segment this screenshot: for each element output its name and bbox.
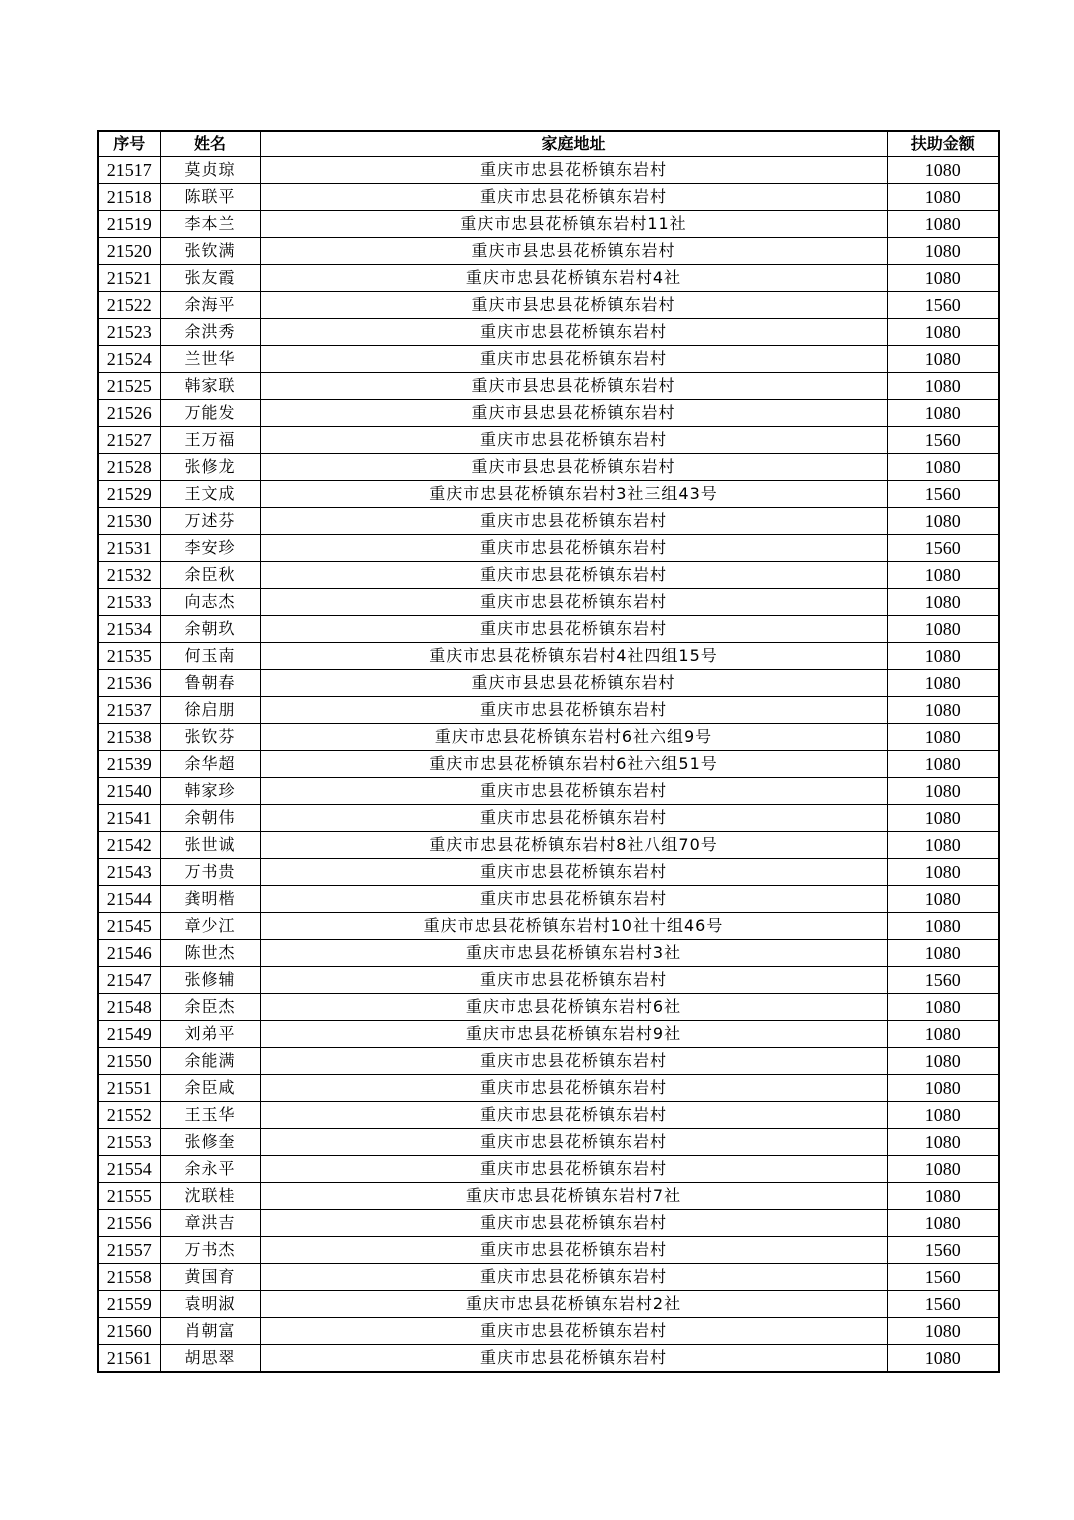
name-cell: 张钦满 bbox=[160, 238, 260, 265]
serial-number-cell: 21520 bbox=[98, 238, 160, 265]
address-cell: 重庆市忠县花桥镇东岩村2社 bbox=[260, 1291, 887, 1318]
table-row bbox=[98, 697, 999, 724]
amount-cell: 1080 bbox=[887, 1075, 999, 1102]
serial-number-cell: 21548 bbox=[98, 994, 160, 1021]
name-cell: 余臣咸 bbox=[160, 1075, 260, 1102]
serial-number-cell: 21560 bbox=[98, 1318, 160, 1345]
table-row bbox=[98, 616, 999, 643]
table-row bbox=[98, 400, 999, 427]
address-cell: 重庆市县忠县花桥镇东岩村 bbox=[260, 670, 887, 697]
name-cell: 陈联平 bbox=[160, 184, 260, 211]
amount-cell: 1560 bbox=[887, 1291, 999, 1318]
table-row bbox=[98, 940, 999, 967]
table-row bbox=[98, 1102, 999, 1129]
address-cell: 重庆市县忠县花桥镇东岩村 bbox=[260, 238, 887, 265]
amount-cell: 1080 bbox=[887, 724, 999, 751]
table-row bbox=[98, 859, 999, 886]
amount-cell: 1080 bbox=[887, 1345, 999, 1373]
subsidy-table bbox=[97, 130, 1000, 1373]
amount-cell: 1080 bbox=[887, 454, 999, 481]
name-cell: 鲁朝春 bbox=[160, 670, 260, 697]
address-cell: 重庆市县忠县花桥镇东岩村 bbox=[260, 292, 887, 319]
amount-cell: 1560 bbox=[887, 1264, 999, 1291]
column-header-address: 家庭地址 bbox=[260, 131, 887, 157]
address-cell: 重庆市忠县花桥镇东岩村 bbox=[260, 1237, 887, 1264]
serial-number-cell: 21557 bbox=[98, 1237, 160, 1264]
serial-number-cell: 21551 bbox=[98, 1075, 160, 1102]
amount-cell: 1560 bbox=[887, 967, 999, 994]
amount-cell: 1080 bbox=[887, 1210, 999, 1237]
name-cell: 余臣秋 bbox=[160, 562, 260, 589]
name-cell: 黄国育 bbox=[160, 1264, 260, 1291]
name-cell: 余能满 bbox=[160, 1048, 260, 1075]
address-cell: 重庆市忠县花桥镇东岩村6社六组9号 bbox=[260, 724, 887, 751]
name-cell: 韩家联 bbox=[160, 373, 260, 400]
amount-cell: 1080 bbox=[887, 346, 999, 373]
address-cell: 重庆市忠县花桥镇东岩村 bbox=[260, 859, 887, 886]
table-row bbox=[98, 751, 999, 778]
table-row bbox=[98, 1291, 999, 1318]
address-cell: 重庆市忠县花桥镇东岩村 bbox=[260, 346, 887, 373]
serial-number-cell: 21554 bbox=[98, 1156, 160, 1183]
column-header-name: 姓名 bbox=[160, 131, 260, 157]
amount-cell: 1080 bbox=[887, 994, 999, 1021]
amount-cell: 1080 bbox=[887, 1156, 999, 1183]
serial-number-cell: 21539 bbox=[98, 751, 160, 778]
serial-number-cell: 21540 bbox=[98, 778, 160, 805]
name-cell: 李安珍 bbox=[160, 535, 260, 562]
table-row bbox=[98, 643, 999, 670]
amount-cell: 1080 bbox=[887, 265, 999, 292]
address-cell: 重庆市忠县花桥镇东岩村 bbox=[260, 1156, 887, 1183]
name-cell: 万书贵 bbox=[160, 859, 260, 886]
table-row bbox=[98, 832, 999, 859]
table-row bbox=[98, 724, 999, 751]
serial-number-cell: 21537 bbox=[98, 697, 160, 724]
address-cell: 重庆市忠县花桥镇东岩村 bbox=[260, 1048, 887, 1075]
table-row bbox=[98, 346, 999, 373]
address-cell: 重庆市县忠县花桥镇东岩村 bbox=[260, 454, 887, 481]
serial-number-cell: 21550 bbox=[98, 1048, 160, 1075]
table-row bbox=[98, 805, 999, 832]
amount-cell: 1080 bbox=[887, 778, 999, 805]
amount-cell: 1080 bbox=[887, 508, 999, 535]
amount-cell: 1080 bbox=[887, 562, 999, 589]
table-row bbox=[98, 211, 999, 238]
serial-number-cell: 21534 bbox=[98, 616, 160, 643]
table-row bbox=[98, 1345, 999, 1373]
address-cell: 重庆市忠县花桥镇东岩村3社 bbox=[260, 940, 887, 967]
name-cell: 徐启朋 bbox=[160, 697, 260, 724]
table-row bbox=[98, 508, 999, 535]
serial-number-cell: 21544 bbox=[98, 886, 160, 913]
name-cell: 余华超 bbox=[160, 751, 260, 778]
name-cell: 刘弟平 bbox=[160, 1021, 260, 1048]
name-cell: 韩家珍 bbox=[160, 778, 260, 805]
name-cell: 万书杰 bbox=[160, 1237, 260, 1264]
address-cell: 重庆市忠县花桥镇东岩村 bbox=[260, 1264, 887, 1291]
address-cell: 重庆市忠县花桥镇东岩村8社八组70号 bbox=[260, 832, 887, 859]
amount-cell: 1560 bbox=[887, 535, 999, 562]
name-cell: 何玉南 bbox=[160, 643, 260, 670]
table-row bbox=[98, 481, 999, 508]
serial-number-cell: 21538 bbox=[98, 724, 160, 751]
amount-cell: 1080 bbox=[887, 238, 999, 265]
address-cell: 重庆市忠县花桥镇东岩村 bbox=[260, 886, 887, 913]
address-cell: 重庆市县忠县花桥镇东岩村 bbox=[260, 400, 887, 427]
serial-number-cell: 21535 bbox=[98, 643, 160, 670]
serial-number-cell: 21517 bbox=[98, 157, 160, 184]
amount-cell: 1080 bbox=[887, 1021, 999, 1048]
column-header-no: 序号 bbox=[98, 131, 160, 157]
name-cell: 王万福 bbox=[160, 427, 260, 454]
serial-number-cell: 21561 bbox=[98, 1345, 160, 1373]
serial-number-cell: 21536 bbox=[98, 670, 160, 697]
table-row bbox=[98, 427, 999, 454]
table-row bbox=[98, 157, 999, 184]
table-row bbox=[98, 1183, 999, 1210]
table-row bbox=[98, 1075, 999, 1102]
address-cell: 重庆市忠县花桥镇东岩村 bbox=[260, 778, 887, 805]
name-cell: 王文成 bbox=[160, 481, 260, 508]
amount-cell: 1080 bbox=[887, 670, 999, 697]
name-cell: 余朝玖 bbox=[160, 616, 260, 643]
amount-cell: 1080 bbox=[887, 886, 999, 913]
address-cell: 重庆市忠县花桥镇东岩村 bbox=[260, 1075, 887, 1102]
name-cell: 张修辅 bbox=[160, 967, 260, 994]
serial-number-cell: 21528 bbox=[98, 454, 160, 481]
serial-number-cell: 21519 bbox=[98, 211, 160, 238]
name-cell: 李本兰 bbox=[160, 211, 260, 238]
name-cell: 龚明楷 bbox=[160, 886, 260, 913]
amount-cell: 1080 bbox=[887, 589, 999, 616]
name-cell: 莫贞琼 bbox=[160, 157, 260, 184]
table-row bbox=[98, 562, 999, 589]
header-row bbox=[98, 131, 999, 157]
address-cell: 重庆市忠县花桥镇东岩村 bbox=[260, 697, 887, 724]
serial-number-cell: 21523 bbox=[98, 319, 160, 346]
serial-number-cell: 21526 bbox=[98, 400, 160, 427]
serial-number-cell: 21546 bbox=[98, 940, 160, 967]
address-cell: 重庆市忠县花桥镇东岩村9社 bbox=[260, 1021, 887, 1048]
name-cell: 袁明淑 bbox=[160, 1291, 260, 1318]
amount-cell: 1560 bbox=[887, 1237, 999, 1264]
serial-number-cell: 21522 bbox=[98, 292, 160, 319]
name-cell: 万述芬 bbox=[160, 508, 260, 535]
amount-cell: 1080 bbox=[887, 616, 999, 643]
address-cell: 重庆市忠县花桥镇东岩村 bbox=[260, 967, 887, 994]
amount-cell: 1080 bbox=[887, 643, 999, 670]
serial-number-cell: 21531 bbox=[98, 535, 160, 562]
address-cell: 重庆市忠县花桥镇东岩村 bbox=[260, 1318, 887, 1345]
table-row bbox=[98, 670, 999, 697]
amount-cell: 1560 bbox=[887, 427, 999, 454]
table-row bbox=[98, 292, 999, 319]
table-row bbox=[98, 454, 999, 481]
name-cell: 余海平 bbox=[160, 292, 260, 319]
address-cell: 重庆市忠县花桥镇东岩村 bbox=[260, 616, 887, 643]
serial-number-cell: 21543 bbox=[98, 859, 160, 886]
table-row bbox=[98, 184, 999, 211]
table-row bbox=[98, 373, 999, 400]
table-row bbox=[98, 967, 999, 994]
table-row bbox=[98, 886, 999, 913]
serial-number-cell: 21549 bbox=[98, 1021, 160, 1048]
name-cell: 张修奎 bbox=[160, 1129, 260, 1156]
table-row bbox=[98, 535, 999, 562]
address-cell: 重庆市忠县花桥镇东岩村 bbox=[260, 589, 887, 616]
name-cell: 张世诚 bbox=[160, 832, 260, 859]
serial-number-cell: 21552 bbox=[98, 1102, 160, 1129]
address-cell: 重庆市忠县花桥镇东岩村6社六组51号 bbox=[260, 751, 887, 778]
address-cell: 重庆市忠县花桥镇东岩村 bbox=[260, 508, 887, 535]
serial-number-cell: 21553 bbox=[98, 1129, 160, 1156]
table-row bbox=[98, 319, 999, 346]
address-cell: 重庆市忠县花桥镇东岩村 bbox=[260, 319, 887, 346]
amount-cell: 1080 bbox=[887, 940, 999, 967]
serial-number-cell: 21555 bbox=[98, 1183, 160, 1210]
amount-cell: 1080 bbox=[887, 805, 999, 832]
name-cell: 张钦芬 bbox=[160, 724, 260, 751]
serial-number-cell: 21542 bbox=[98, 832, 160, 859]
amount-cell: 1080 bbox=[887, 1129, 999, 1156]
address-cell: 重庆市忠县花桥镇东岩村 bbox=[260, 157, 887, 184]
name-cell: 向志杰 bbox=[160, 589, 260, 616]
serial-number-cell: 21533 bbox=[98, 589, 160, 616]
name-cell: 陈世杰 bbox=[160, 940, 260, 967]
amount-cell: 1080 bbox=[887, 319, 999, 346]
table-row bbox=[98, 778, 999, 805]
table-row bbox=[98, 589, 999, 616]
address-cell: 重庆市忠县花桥镇东岩村 bbox=[260, 535, 887, 562]
table-row bbox=[98, 1264, 999, 1291]
amount-cell: 1080 bbox=[887, 184, 999, 211]
table-row bbox=[98, 994, 999, 1021]
serial-number-cell: 21530 bbox=[98, 508, 160, 535]
address-cell: 重庆市忠县花桥镇东岩村6社 bbox=[260, 994, 887, 1021]
amount-cell: 1080 bbox=[887, 859, 999, 886]
table-row bbox=[98, 1021, 999, 1048]
name-cell: 余朝伟 bbox=[160, 805, 260, 832]
amount-cell: 1560 bbox=[887, 481, 999, 508]
amount-cell: 1080 bbox=[887, 1048, 999, 1075]
column-header-amount: 扶助金额 bbox=[887, 131, 999, 157]
table-row bbox=[98, 1156, 999, 1183]
table-row bbox=[98, 1048, 999, 1075]
address-cell: 重庆市忠县花桥镇东岩村10社十组46号 bbox=[260, 913, 887, 940]
name-cell: 余永平 bbox=[160, 1156, 260, 1183]
table-header bbox=[98, 131, 999, 157]
serial-number-cell: 21525 bbox=[98, 373, 160, 400]
name-cell: 王玉华 bbox=[160, 1102, 260, 1129]
address-cell: 重庆市忠县花桥镇东岩村 bbox=[260, 427, 887, 454]
amount-cell: 1080 bbox=[887, 400, 999, 427]
amount-cell: 1080 bbox=[887, 1318, 999, 1345]
table-row bbox=[98, 1318, 999, 1345]
address-cell: 重庆市忠县花桥镇东岩村4社四组15号 bbox=[260, 643, 887, 670]
amount-cell: 1080 bbox=[887, 697, 999, 724]
amount-cell: 1080 bbox=[887, 211, 999, 238]
name-cell: 章少江 bbox=[160, 913, 260, 940]
serial-number-cell: 21521 bbox=[98, 265, 160, 292]
serial-number-cell: 21556 bbox=[98, 1210, 160, 1237]
serial-number-cell: 21559 bbox=[98, 1291, 160, 1318]
address-cell: 重庆市忠县花桥镇东岩村 bbox=[260, 184, 887, 211]
address-cell: 重庆市忠县花桥镇东岩村 bbox=[260, 562, 887, 589]
address-cell: 重庆市忠县花桥镇东岩村11社 bbox=[260, 211, 887, 238]
name-cell: 肖朝富 bbox=[160, 1318, 260, 1345]
address-cell: 重庆市忠县花桥镇东岩村7社 bbox=[260, 1183, 887, 1210]
serial-number-cell: 21541 bbox=[98, 805, 160, 832]
name-cell: 沈联桂 bbox=[160, 1183, 260, 1210]
serial-number-cell: 21518 bbox=[98, 184, 160, 211]
table-row bbox=[98, 265, 999, 292]
amount-cell: 1560 bbox=[887, 292, 999, 319]
address-cell: 重庆市忠县花桥镇东岩村 bbox=[260, 1345, 887, 1373]
name-cell: 余洪秀 bbox=[160, 319, 260, 346]
table-row bbox=[98, 1129, 999, 1156]
address-cell: 重庆市县忠县花桥镇东岩村 bbox=[260, 373, 887, 400]
name-cell: 胡思翠 bbox=[160, 1345, 260, 1373]
address-cell: 重庆市忠县花桥镇东岩村4社 bbox=[260, 265, 887, 292]
serial-number-cell: 21547 bbox=[98, 967, 160, 994]
table-row bbox=[98, 1210, 999, 1237]
amount-cell: 1080 bbox=[887, 1183, 999, 1210]
name-cell: 张友霞 bbox=[160, 265, 260, 292]
serial-number-cell: 21558 bbox=[98, 1264, 160, 1291]
serial-number-cell: 21524 bbox=[98, 346, 160, 373]
serial-number-cell: 21529 bbox=[98, 481, 160, 508]
name-cell: 余臣杰 bbox=[160, 994, 260, 1021]
table-body bbox=[98, 157, 999, 1373]
serial-number-cell: 21527 bbox=[98, 427, 160, 454]
address-cell: 重庆市忠县花桥镇东岩村 bbox=[260, 805, 887, 832]
table-row bbox=[98, 1237, 999, 1264]
name-cell: 章洪吉 bbox=[160, 1210, 260, 1237]
amount-cell: 1080 bbox=[887, 157, 999, 184]
amount-cell: 1080 bbox=[887, 373, 999, 400]
amount-cell: 1080 bbox=[887, 832, 999, 859]
address-cell: 重庆市忠县花桥镇东岩村 bbox=[260, 1210, 887, 1237]
name-cell: 张修龙 bbox=[160, 454, 260, 481]
name-cell: 兰世华 bbox=[160, 346, 260, 373]
table-row bbox=[98, 913, 999, 940]
table-row bbox=[98, 238, 999, 265]
address-cell: 重庆市忠县花桥镇东岩村 bbox=[260, 1102, 887, 1129]
serial-number-cell: 21545 bbox=[98, 913, 160, 940]
amount-cell: 1080 bbox=[887, 751, 999, 778]
amount-cell: 1080 bbox=[887, 1102, 999, 1129]
serial-number-cell: 21532 bbox=[98, 562, 160, 589]
name-cell: 万能发 bbox=[160, 400, 260, 427]
address-cell: 重庆市忠县花桥镇东岩村 bbox=[260, 1129, 887, 1156]
amount-cell: 1080 bbox=[887, 913, 999, 940]
address-cell: 重庆市忠县花桥镇东岩村3社三组43号 bbox=[260, 481, 887, 508]
